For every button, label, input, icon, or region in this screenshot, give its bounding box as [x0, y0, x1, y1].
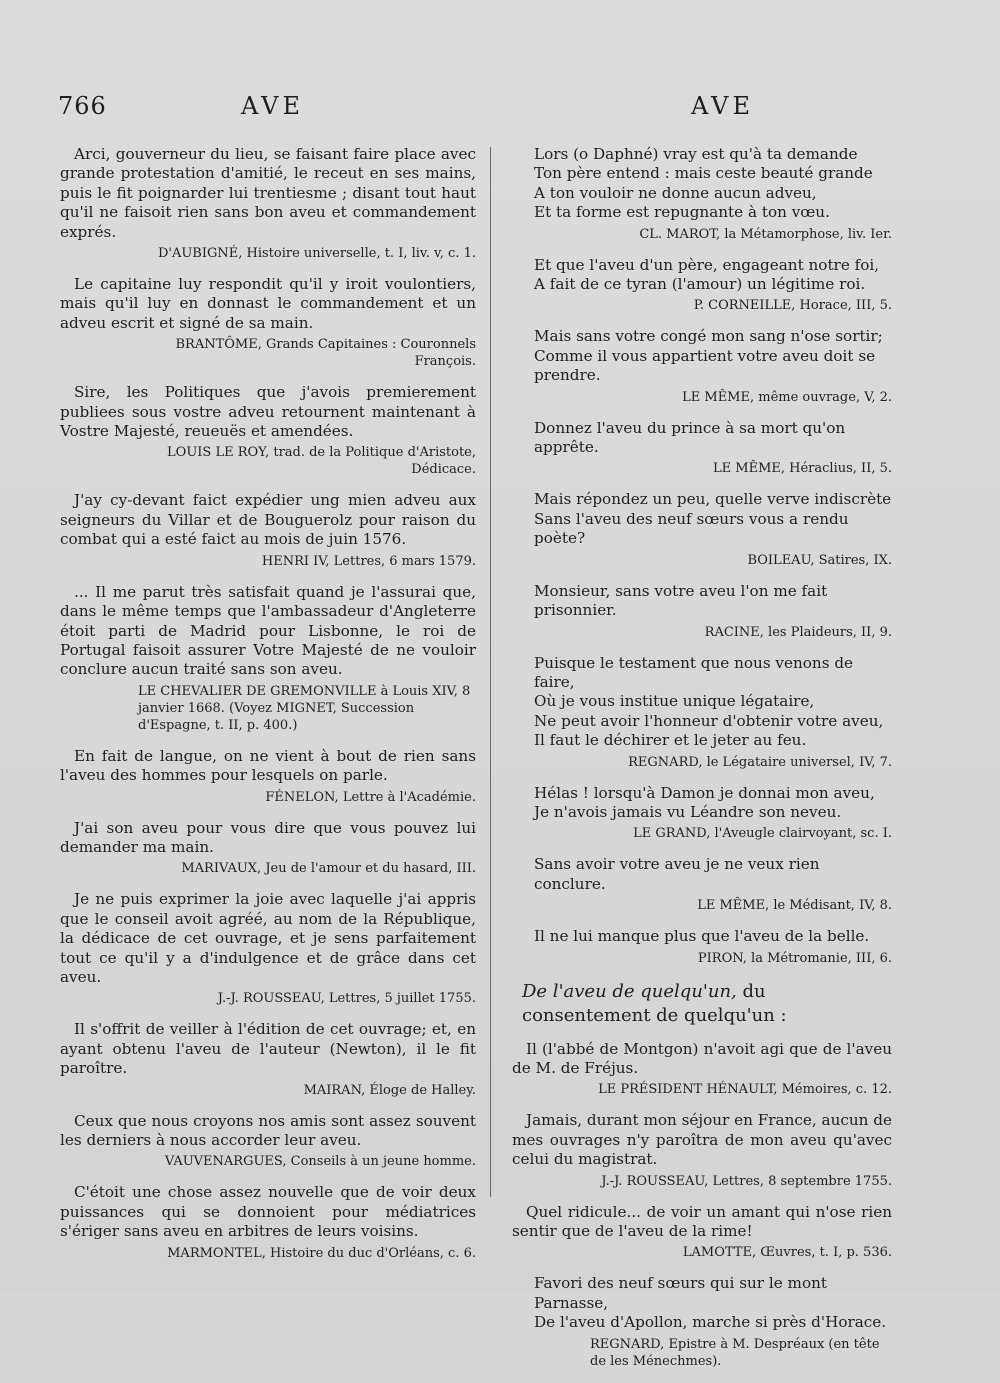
subheading-gloss: du consentement de quelqu'un :	[522, 980, 787, 1026]
citation-source: LE GRAND, l'Aveugle clairvoyant, sc. I.	[633, 826, 892, 842]
citation	[60, 1020, 476, 1098]
verse-citation	[512, 582, 892, 641]
citation-text: ... Il me parut très satisfait quand je l'assurai que, dans le même temps que l'ambassadeur d'Angleterre étoit parti de Madrid pour Lisbonne, le roi de Portugal faisoit assurer Votre Majesté de ne vouloir conclure aucun traité sans son aveu.	[60, 582, 476, 679]
verse-line: Je n'avois jamais vu Léandre son neveu.	[534, 802, 842, 821]
citation-text: Il (l'abbé de Montgon) n'avoit agi que de l'aveu de M. de Fréjus.	[512, 1039, 892, 1077]
citation-text: C'étoit une chose assez nouvelle que de voir deux puissances qui se donnoient pour médiatrices s'ériger sans aveu en arbitres de leurs voisins.	[60, 1183, 476, 1241]
verse-line: Mais sans votre congé mon sang n'ose sortir;	[534, 327, 883, 346]
citation-source: LAMOTTE, Œuvres, t. I, p. 536.	[682, 1245, 892, 1261]
citation-source: VAUVENARGUES, Conseils à un jeune homme.	[164, 1154, 476, 1170]
verse-citation	[512, 256, 892, 315]
citation-text: Jamais, durant mon séjour en France, aucun de mes ouvrages n'y paroîtra de mon aveu qu'avec celui du magistrat.	[512, 1111, 892, 1169]
verse-line: Comme il vous appartient votre aveu doit se prendre.	[534, 346, 876, 385]
citation	[60, 491, 476, 569]
citation-text: Le capitaine luy respondit qu'il y iroit voulontiers, mais qu'il luy en donnast le commandement et un adveu escrit et signé de sa main.	[60, 275, 476, 332]
citation-source: LE MÊME, le Médisant, IV, 8.	[697, 898, 892, 914]
citation-text: Il s'offrit de veiller à l'édition de cet ouvrage; et, en ayant obtenu l'aveu de l'auteur (Newton), il le fit paroître.	[60, 1020, 476, 1078]
verse-citation	[512, 327, 892, 405]
citation-source: BRANTÔME, Grands Capitaines : Couronnels François.	[175, 337, 476, 370]
verse-line: De l'aveu d'Apollon, marche si près d'Horace.	[534, 1313, 887, 1332]
citation-source: CL. MAROT, la Métamorphose, liv. Ier.	[639, 226, 892, 242]
verse-line: Favori des neuf sœurs qui sur le mont Parnasse,	[534, 1274, 827, 1312]
citation	[60, 1112, 476, 1171]
verse-line: Et que l'aveu d'un père, engageant notre foi,	[534, 255, 880, 274]
citation-text: Je ne puis exprimer la joie avec laquelle j'ai appris que le conseil avoit agréé, au nom de la République, la dédicace de cet ouvrage, et je sens parfaitement tout ce qu'il y a d'indulgence et de grâce dans cet aveu.	[60, 890, 476, 986]
verse-citation	[512, 1274, 892, 1369]
verse-line: A ton vouloir ne donne aucun adveu,	[534, 183, 817, 202]
subheading-phrase: De l'aveu de quelqu'un,	[522, 980, 737, 1002]
verse-line: Sans l'aveu des neuf sœurs vous a rendu poète?	[534, 509, 849, 548]
citation	[60, 747, 476, 806]
citation-source: BOILEAU, Satires, IX.	[747, 552, 892, 568]
headword-left: AVE	[241, 92, 304, 120]
verse-line: Ton père entend : mais ceste beauté grande	[534, 164, 873, 183]
citation-text: J'ai son aveu pour vous dire que vous pouvez lui demander ma main.	[60, 818, 476, 856]
citation	[512, 1040, 892, 1099]
page-number: 766	[58, 92, 107, 120]
citation-source: RACINE, les Plaideurs, II, 9.	[704, 624, 892, 640]
citation-source: HENRI IV, Lettres, 6 mars 1579.	[261, 553, 476, 569]
verse-line: Donnez l'aveu du prince à sa mort qu'on apprête.	[534, 418, 846, 457]
verse-citation	[512, 927, 892, 966]
verse-line: A fait de ce tyran (l'amour) un légitime roi.	[534, 275, 866, 294]
verse-line: Puisque le testament que nous venons de faire,	[534, 653, 854, 691]
citation-text: J'ay cy-devant faict expédier ung mien adveu aux seigneurs du Villar et de Bouguerolz pour raison du combat qui a esté faict au mois de juin 1576.	[60, 491, 476, 549]
citation-source: FÉNELON, Lettre à l'Académie.	[265, 789, 476, 805]
citation-text: Arci, gouverneur du lieu, se faisant faire place avec grande protestation d'amitié, le receut en ses mains, puis le fit poignarder lui trentiesme ; disant tout haut qu'il ne faisoit rien sans bon aveu et commandement exprés.	[60, 145, 476, 241]
verse-citation	[512, 419, 892, 478]
verse-line: Ne peut avoir l'honneur d'obtenir votre aveu,	[534, 711, 884, 730]
verse-citation	[512, 784, 892, 843]
citation-source: REGNARD, Epistre à M. Despréaux (en tête de les Ménechmes).	[590, 1336, 880, 1369]
citation-source: PIRON, la Métromanie, III, 6.	[697, 950, 892, 966]
verse-line: Où je vous institue unique légataire,	[534, 692, 815, 711]
citation-source: P. CORNEILLE, Horace, III, 5.	[693, 298, 892, 314]
citation	[60, 890, 476, 1007]
citation	[60, 1183, 476, 1261]
definition-subheading	[522, 980, 892, 1028]
verse-line: Mais répondez un peu, quelle verve indiscrète	[534, 490, 892, 509]
verse-line: Hélas ! lorsqu'à Damon je donnai mon aveu,	[534, 783, 875, 802]
page-header	[0, 92, 1000, 132]
verse-line: Sans avoir votre aveu je ne veux rien conclure.	[534, 855, 820, 893]
left-column	[60, 145, 476, 1275]
citation-text: En fait de langue, on ne vient à bout de rien sans l'aveu des hommes pour lesquels on parle.	[60, 746, 476, 785]
citation	[60, 819, 476, 878]
citation-source: LE MÊME, Héraclius, II, 5.	[713, 461, 892, 477]
verse-citation	[512, 490, 892, 568]
verse-citation	[512, 145, 892, 243]
citation-text: Ceux que nous croyons nos amis sont assez souvent les derniers à nous accorder leur aveu.	[60, 1111, 476, 1149]
citation	[512, 1111, 892, 1189]
citation	[60, 383, 476, 478]
citation-source: LE PRÉSIDENT HÉNAULT, Mémoires, c. 12.	[598, 1082, 892, 1098]
citation	[512, 1203, 892, 1262]
right-column	[512, 145, 892, 1383]
citation-source: D'AUBIGNÉ, Histoire universelle, t. I, liv. v, c. 1.	[157, 246, 476, 262]
citation-source: LE MÊME, même ouvrage, V, 2.	[682, 389, 892, 405]
citation-source: LE CHEVALIER DE GREMONVILLE à Louis XIV, 8 janvier 1668. (Voyez MIGNET, Succession d'Espagne, t. II, p. 400.)	[138, 683, 471, 733]
citation	[60, 145, 476, 262]
verse-line: Il ne lui manque plus que l'aveu de la belle.	[534, 927, 870, 946]
citation	[60, 583, 476, 734]
headword-right: AVE	[691, 92, 754, 120]
citation	[60, 275, 476, 370]
verse-line: Lors (o Daphné) vray est qu'à ta demande	[534, 145, 858, 163]
verse-citation	[512, 654, 892, 771]
verse-line: Et ta forme est repugnante à ton vœu.	[534, 203, 830, 222]
citation-source: MARMONTEL, Histoire du duc d'Orléans, c. 6.	[167, 1245, 476, 1261]
citation-source: J.-J. ROUSSEAU, Lettres, 8 septembre 1755.	[601, 1173, 892, 1189]
column-divider	[490, 147, 491, 1197]
citation-text: Quel ridicule... de voir un amant qui n'ose rien sentir que de l'aveu de la rime!	[512, 1202, 892, 1240]
citation-text: Sire, les Politiques que j'avois premierement publiees sous vostre adveu retournent maintenant à Vostre Majesté, reueuës et amendées.	[60, 383, 476, 441]
verse-citation	[512, 855, 892, 914]
citation-source: REGNARD, le Légataire universel, IV, 7.	[628, 754, 892, 770]
verse-line: Il faut le déchirer et le jeter au feu.	[534, 731, 807, 750]
citation-source: MAIRAN, Éloge de Halley.	[303, 1082, 476, 1098]
citation-source: J.-J. ROUSSEAU, Lettres, 5 juillet 1755.	[217, 991, 476, 1007]
verse-line: Monsieur, sans votre aveu l'on me fait prisonnier.	[534, 581, 828, 620]
citation-source: LOUIS LE ROY, trad. de la Politique d'Aristote, Dédicace.	[167, 445, 476, 478]
citation-source: MARIVAUX, Jeu de l'amour et du hasard, III.	[181, 861, 476, 877]
